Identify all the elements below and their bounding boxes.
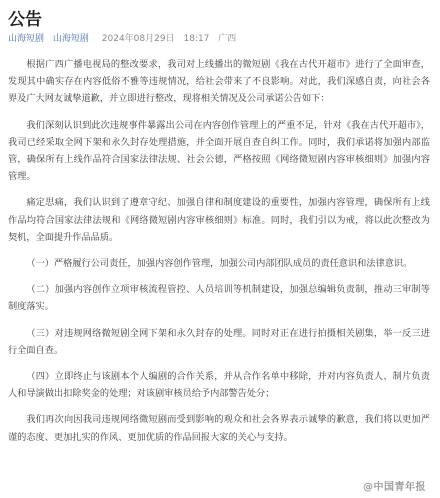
watermark: @中国青年报 [363, 482, 426, 493]
account-link[interactable]: 山海短剧 [8, 34, 45, 44]
list-item: （一）严格履行公司责任，加强内容创作管理，加强公司内部团队成员的责任意识和法律意识。 [26, 258, 413, 270]
publish-location: 广西 [218, 34, 237, 44]
list-item: （三）对违规网络微短剧全网下架和永久封存的处理。同时对正在进行拍摄相关剧集，举一反三进行全面自查。 [8, 327, 430, 356]
list-item: （四）立即终止与该剧本个人编剧的合作关系，并从合作名单中移除，并对内容负责人、制片负责人和导演做出扣除奖金的处理；对该剧审核员给予内部警告处分； [8, 371, 430, 400]
page-title: 公告 [8, 10, 42, 30]
article-body [8, 56, 430, 455]
paragraph-commitment: 痛定思痛，我们认识到了遵章守纪、加强自律和制度建设的重要性，加强内容管理，确保所有上线作品均符合国家法律法规和《网络微短剧内容审核细则》标准。同时，我们引以为戒，将以此次整改为契机，全面提升作品品质。 [8, 197, 430, 243]
publish-time: 18:17 [183, 34, 210, 44]
paragraph-apology: 我们再次向因我司违规网络微短剧而受到影响的观众和社会各界表示诚挚的歉意，我们将以更加严谨的态度、更加扎实的作风、更加优质的作品回报大家的关心与支持。 [8, 414, 430, 443]
paragraph-reflection: 我们深刻认识到此次违规事件暴露出公司在内容创作管理上的严重不足，针对《我在古代开超市》，我司已经采取全网下架和永久封存处理措施，并全面开展自查自纠工作。同时，我们承诺将加强内部监管，确保所有上线作品符合国家法律法规、社会公德，严格按照《网络微短剧内容审核细则》加强内容管理。 [8, 119, 430, 183]
list-item: （二）加强内容创作立项审核流程管控、人员培训等机制建设，加强总编辑负责制，推动三审制等制度落实。 [8, 284, 430, 313]
paragraph-intro: 根据广西广播电视局的整改要求，我司对上线播出的微短剧《我在古代开超市》进行了全面审查，发现其中确实存在内容低俗不雅等违规情况，给社会带来了不良影响。对此，我们深感自责，向社会各界及广大网友诚挚道歉，并立即进行整改，现将相关情况及公司承诺公告如下： [8, 59, 430, 105]
account-name[interactable]: 山海短剧 [52, 34, 89, 44]
publish-date: 2024年08月29日 [101, 34, 175, 44]
article-meta [8, 31, 236, 44]
